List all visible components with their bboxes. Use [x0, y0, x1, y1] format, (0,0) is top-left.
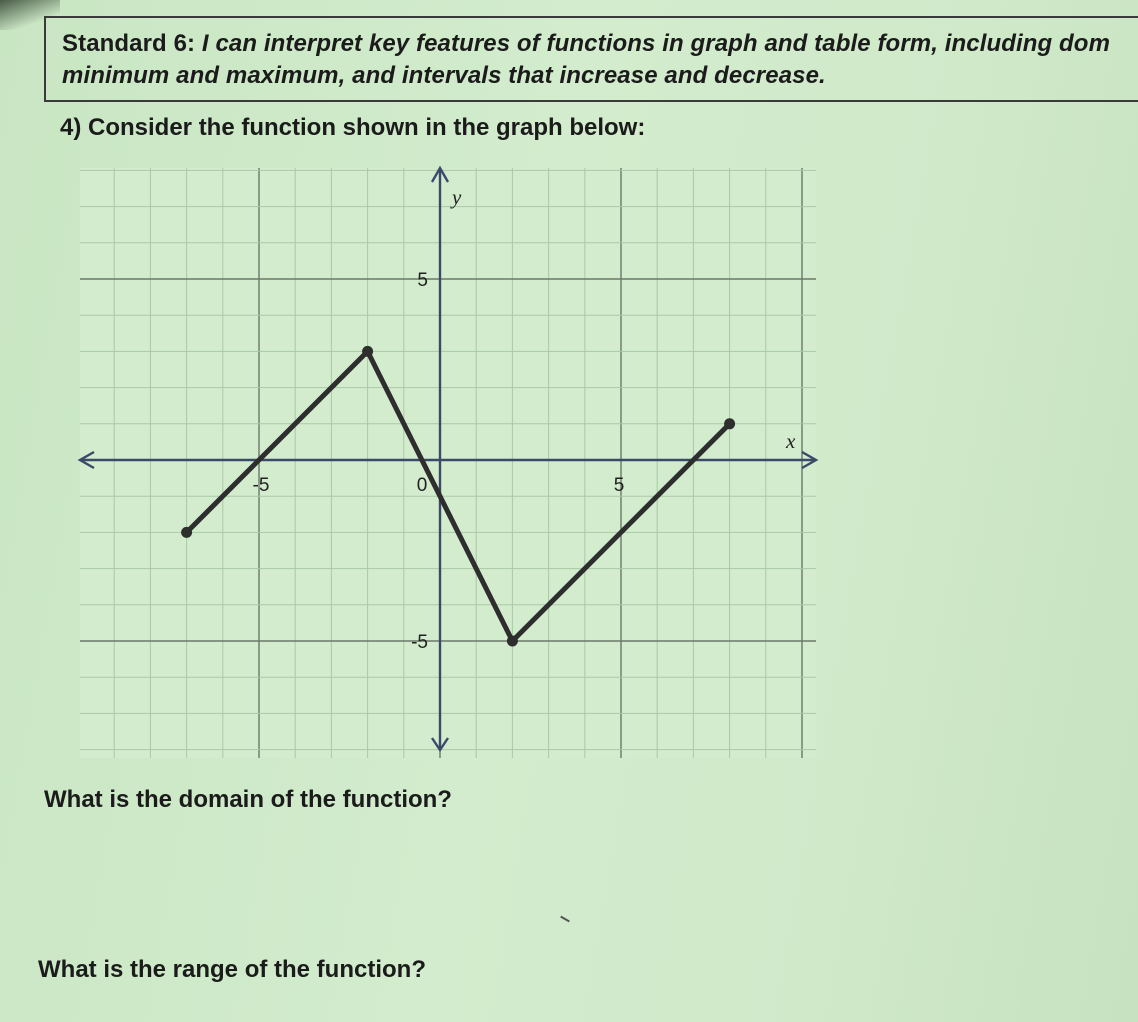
graph-background	[80, 168, 816, 758]
y-tick-label: 5	[417, 270, 428, 291]
standard-text-line-2: minimum and maximum, and intervals that increase and decrease.	[62, 62, 826, 89]
function-point	[362, 346, 373, 357]
y-tick-label: -5	[411, 632, 428, 653]
x-tick-label: 5	[613, 475, 625, 496]
standard-label: Standard 6:	[62, 30, 196, 57]
x-axis-label: x	[786, 429, 796, 453]
question-4-text: 4) Consider the function shown in the graph below:	[60, 114, 646, 141]
standard-text-line-1: I can interpret key features of functions in graph and table form, including dom	[201, 30, 1111, 57]
function-point	[181, 527, 192, 538]
x-tick-label: 0	[416, 475, 428, 496]
domain-question: What is the domain of the function?	[44, 786, 452, 813]
graph-grid	[80, 168, 816, 758]
function-point	[724, 418, 735, 429]
function-point	[507, 636, 518, 647]
y-axis-label: y	[452, 185, 462, 209]
range-question: What is the range of the function?	[38, 956, 426, 983]
x-tick-label: -5	[252, 475, 270, 496]
